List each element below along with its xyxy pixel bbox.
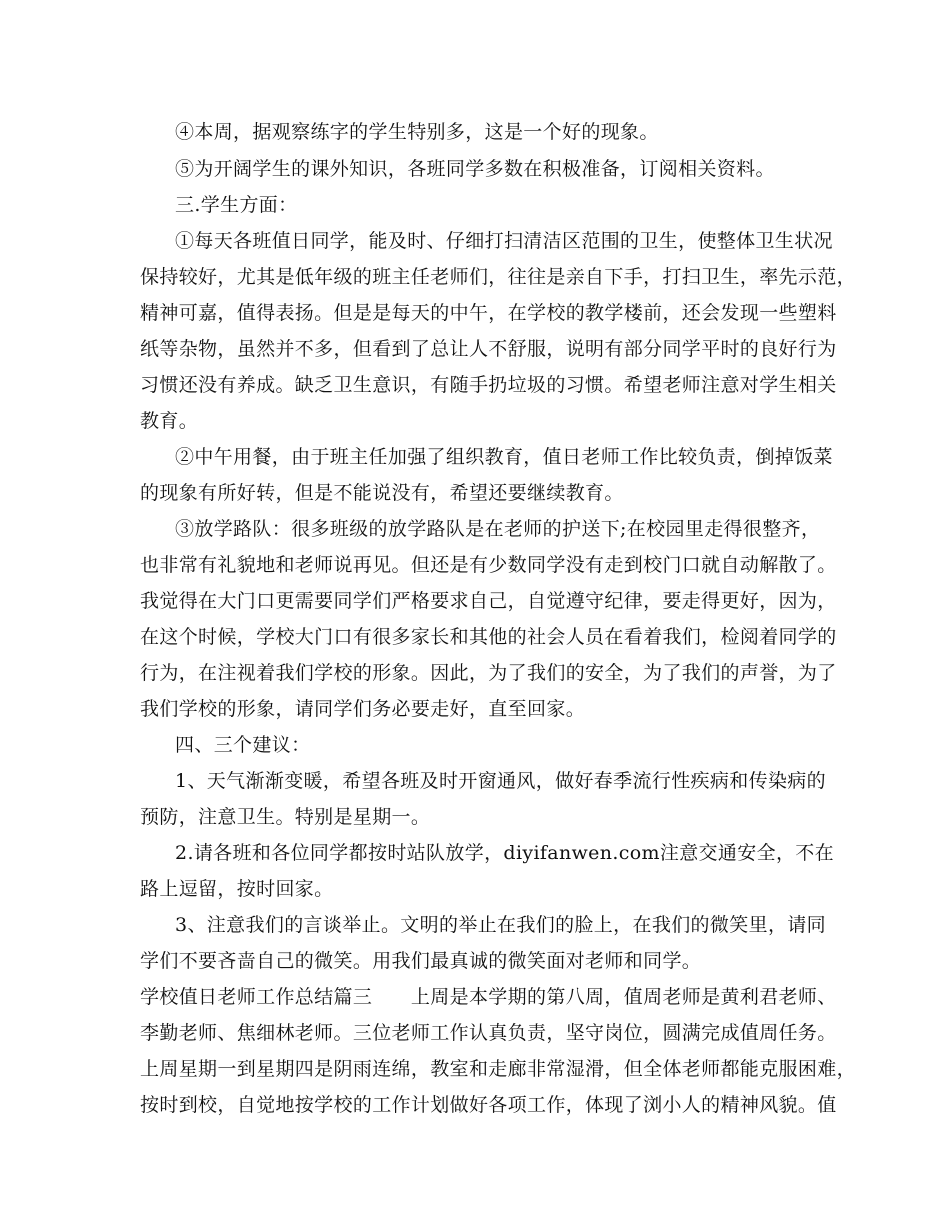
text-line: 按时到校，自觉地按学校的工作计划做好各项工作，体现了浏小人的精神风貌。值 <box>140 1094 837 1116</box>
text-line: 纸等杂物，虽然并不多，但看到了总让人不舒服，说明有部分同学平时的良好行为 <box>140 338 837 360</box>
text-line: 精神可嘉，值得表扬。但是是每天的中午，在学校的教学楼前，还会发现一些塑料 <box>140 302 837 324</box>
text-line: ②中午用餐，由于班主任加强了组织教育，值日老师工作比较负责，倒掉饭菜 <box>175 446 833 468</box>
text-line: ③放学路队：很多班级的放学路队是在老师的护送下;在校园里走得很整齐， <box>175 518 821 540</box>
text-line: 学校值日老师工作总结篇三 上周是本学期的第八周，值周老师是黄利君老师、 <box>140 986 837 1008</box>
text-line: 我觉得在大门口更需要同学们严格要求自己，自觉遵守纪律，要走得更好，因为， <box>140 590 837 612</box>
text-line: 预防，注意卫生。特别是星期一。 <box>140 806 431 828</box>
text-line: ④本周，据观察练字的学生特别多，这是一个好的现象。 <box>175 121 659 143</box>
text-line: 2.请各班和各位同学都按时站队放学，diyifanwen.com注意交通安全，不在 <box>175 842 835 864</box>
text-line: 路上逗留，按时回家。 <box>140 878 334 900</box>
text-line: 3、注意我们的言谈举止。文明的举止在我们的脸上，在我们的微笑里，请同 <box>175 914 826 936</box>
text-line: 的现象有所好转，但是不能说没有，希望还要继续教育。 <box>140 482 624 504</box>
text-line: 也非常有礼貌地和老师说再见。但还是有少数同学没有走到校门口就自动解散了。 <box>140 554 837 576</box>
text-line: ⑤为开阔学生的课外知识，各班同学多数在积极准备，订阅相关资料。 <box>175 158 775 180</box>
text-line: 习惯还没有养成。缺乏卫生意识，有随手扔垃圾的习惯。希望老师注意对学生相关 <box>140 374 837 396</box>
text-line: 在这个时候，学校大门口有很多家长和其他的社会人员在看着我们，检阅着同学的 <box>140 626 837 648</box>
text-line: 上周星期一到星期四是阴雨连绵，教室和走廊非常湿滑，但全体老师都能克服困难， <box>140 1058 856 1080</box>
text-line: 保持较好，尤其是低年级的班主任老师们，往往是亲自下手，打扫卫生，率先示范， <box>140 266 856 288</box>
text-line: 李勤老师、焦细林老师。三位老师工作认真负责，坚守岗位，圆满完成值周任务。 <box>140 1022 837 1044</box>
text-line: 学们不要吝啬自己的微笑。用我们最真诚的微笑面对老师和同学。 <box>140 950 702 972</box>
text-line: 教育。 <box>140 410 199 432</box>
text-line: 我们学校的形象，请同学们务必要走好，直至回家。 <box>140 698 586 720</box>
section-heading: 四、三个建议： <box>175 734 311 756</box>
text-line: 行为，在注视着我们学校的形象。因此，为了我们的安全，为了我们的声誉，为了 <box>140 662 837 684</box>
text-line: 1、天气渐渐变暖，希望各班及时开窗通风，做好春季流行性疾病和传染病的 <box>175 770 826 792</box>
section-heading: 三.学生方面： <box>175 194 298 216</box>
text-line: ①每天各班值日同学，能及时、仔细打扫清洁区范围的卫生，使整体卫生状况 <box>175 230 833 252</box>
